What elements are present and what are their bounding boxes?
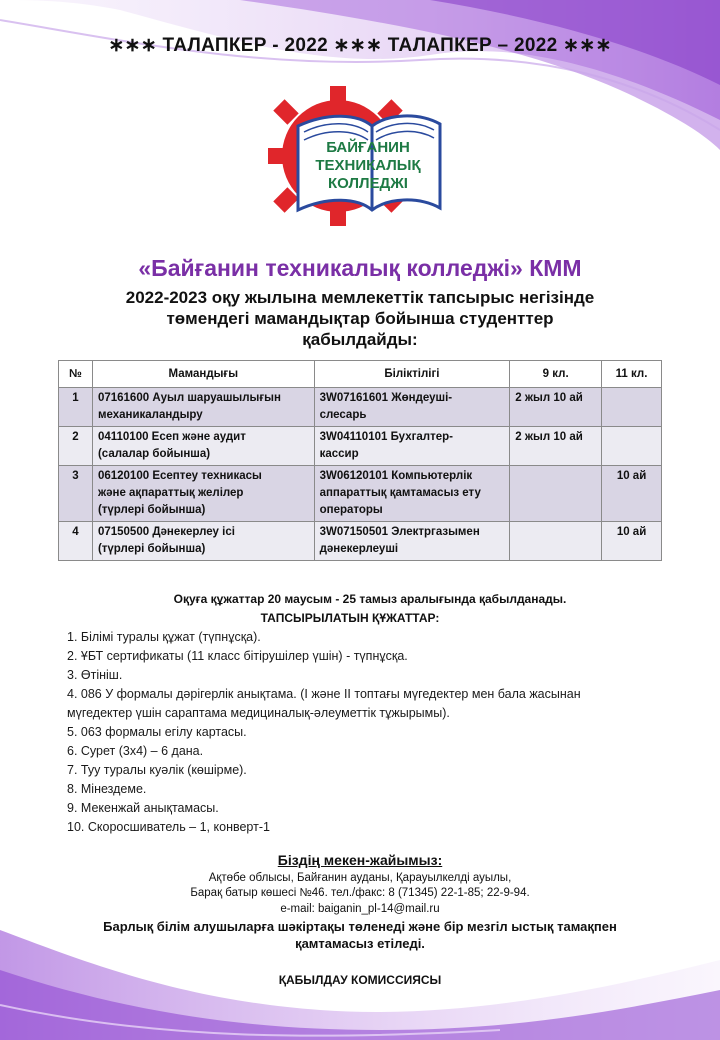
- table-row: [59, 522, 662, 561]
- specialties-table: [58, 360, 662, 561]
- list-item: 5. 063 формалы егілу картасы.: [67, 725, 247, 739]
- header-grade11: 11 кл.: [602, 361, 662, 388]
- spec-line: және ақпараттық желілер: [97, 487, 244, 499]
- logo-line1: БАЙҒАНИН: [326, 139, 410, 156]
- row-num: 3: [59, 466, 93, 522]
- row-num: 1: [59, 388, 93, 427]
- qual-line: кассир: [319, 448, 359, 460]
- list-item: 1. Білімі туралы құжат (түпнұсқа).: [67, 630, 261, 644]
- row-grade9: 2 жыл 10 ай: [510, 427, 602, 466]
- banner-title: ∗∗∗ ТАЛАПКЕР - 2022 ∗∗∗ ТАЛАПКЕР – 2022 ∗∗∗: [108, 35, 612, 56]
- logo-line2: ТЕХНИКАЛЫҚ: [315, 157, 421, 174]
- qual-line: 3W04110101 Бухгалтер-: [319, 431, 453, 443]
- row-specialty: [92, 427, 314, 466]
- row-specialty: [92, 466, 314, 522]
- logo-line3: КОЛЛЕДЖІ: [328, 175, 408, 192]
- row-qualification: [314, 522, 510, 561]
- spec-line: 07150500 Дәнекерлеу ісі: [97, 526, 235, 538]
- qual-line: дәнекерлеуші: [319, 543, 399, 555]
- row-grade9: [510, 522, 602, 561]
- list-item: 9. Мекенжай анықтамасы.: [67, 801, 219, 815]
- table-row: [59, 466, 662, 522]
- documents-heading: ТАПСЫРЫЛАТЫН ҚҰЖАТТАР:: [260, 611, 440, 625]
- qual-line: слесарь: [319, 409, 367, 421]
- spec-line: механикаландыру: [97, 409, 203, 421]
- meal-notice: [60, 918, 660, 952]
- qual-line: аппараттық қамтамасыз ету: [319, 487, 481, 499]
- header-qualification: Біліктілігі: [314, 361, 510, 388]
- row-grade9: 2 жыл 10 ай: [510, 388, 602, 427]
- row-grade11: [602, 427, 662, 466]
- list-item: 2. ҰБТ сертификаты (11 класс бітірушілер үшін) - түпнұсқа.: [67, 649, 408, 663]
- row-num: 2: [59, 427, 93, 466]
- meal-line1: Барлық білім алушыларға шәкіртақы төленеді және бір мезгіл ыстық тамақпен: [103, 919, 617, 934]
- row-grade9: [510, 466, 602, 522]
- subtitle-line1: 2022-2023 оқу жылына мемлекеттік тапсырыс негізінде: [125, 288, 595, 307]
- spec-line: (түрлері бойынша): [97, 543, 206, 555]
- row-num: 4: [59, 522, 93, 561]
- row-grade11: [602, 388, 662, 427]
- documents-date-range: Оқуға құжаттар 20 маусым - 25 тамыз аралығында қабылданады.: [173, 592, 567, 606]
- spec-line: 07161600 Ауыл шаруашылығын: [97, 392, 281, 404]
- table-row: [59, 388, 662, 427]
- email-link[interactable]: e-mail: baiganin_pl-14@mail.ru: [280, 903, 440, 915]
- address-line2: Барақ батыр көшесі №46. тел./факс: 8 (71345) 22-1-85; 22-9-94.: [190, 887, 530, 899]
- qual-line: операторы: [319, 504, 383, 516]
- list-item: 6. Сурет (3х4) – 6 дана.: [67, 744, 204, 758]
- header-specialty: Мамандығы: [92, 361, 314, 388]
- row-grade11: 10 ай: [602, 522, 662, 561]
- list-item: 8. Мінездеме.: [67, 782, 147, 796]
- list-item: 4. 086 У формалы дәрігерлік анықтама. (І және ІІ топтағы мүгедектер мен бала жасынан: [67, 687, 581, 701]
- qual-line: 3W06120101 Компьютерлік: [319, 470, 473, 482]
- qual-line: 3W07150501 Электргазымен: [319, 526, 480, 538]
- college-title: «Байғанин техникалық колледжі» КММ: [138, 255, 582, 281]
- qual-line: 3W07161601 Жөндеуші-: [319, 392, 453, 404]
- spec-line: (түрлері бойынша): [97, 504, 206, 516]
- subtitle-line2: төмендегі мамандықтар бойынша студенттер: [166, 309, 554, 328]
- header-num: №: [59, 361, 93, 388]
- row-qualification: [314, 427, 510, 466]
- table-row: [59, 427, 662, 466]
- college-logo: [268, 86, 444, 230]
- list-item: 7. Туу туралы куәлік (көшірме).: [67, 763, 247, 777]
- list-item: 3. Өтініш.: [67, 668, 123, 682]
- address-line1: Ақтөбе облысы, Байғанин ауданы, Қарауылкелді ауылы,: [208, 872, 512, 884]
- list-item: 10. Скоросшиватель – 1, конверт-1: [67, 820, 270, 834]
- row-specialty: [92, 522, 314, 561]
- documents-list: [67, 628, 707, 837]
- spec-line: 06120100 Есептеу техникасы: [97, 470, 262, 482]
- subtitle: [80, 287, 640, 350]
- row-qualification: [314, 388, 510, 427]
- header-grade9: 9 кл.: [510, 361, 602, 388]
- table-header-row: [59, 361, 662, 388]
- subtitle-line3: қабылдайды:: [302, 330, 418, 349]
- meal-line2: қамтамасыз етіледі.: [295, 936, 425, 951]
- spec-line: (салалар бойынша): [97, 448, 211, 460]
- list-item: мүгедектер үшін сараптама медициналық-әлеуметтік тұжырымы).: [67, 706, 450, 720]
- spec-line: 04110100 Есеп және аудит: [97, 431, 246, 443]
- row-specialty: [92, 388, 314, 427]
- admission-commission: ҚАБЫЛДАУ КОМИССИЯСЫ: [278, 973, 442, 987]
- row-qualification: [314, 466, 510, 522]
- row-grade11: 10 ай: [602, 466, 662, 522]
- address-heading: Біздің мекен-жайымыз:: [277, 852, 443, 868]
